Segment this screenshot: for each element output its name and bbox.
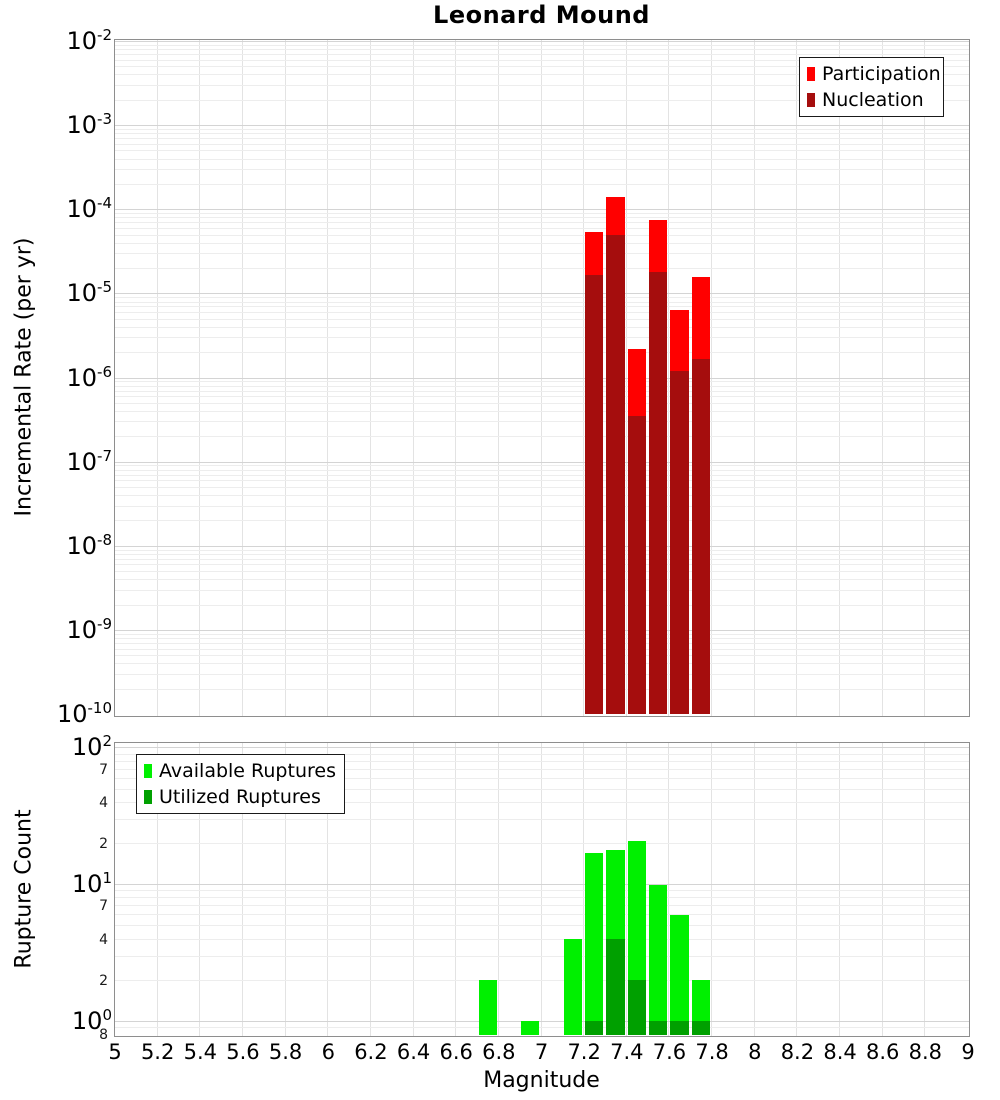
bar-nucleation-m7.35 [606,235,624,714]
bar-available-ruptures-m7.15 [564,939,582,1035]
y-tick-label: $10^2$ [71,732,112,762]
y-minor-tick-label: 4 [99,794,108,811]
legend-item-utilized-ruptures [144,784,337,810]
gridline-vertical [498,743,499,1037]
gridline-minor [115,150,969,151]
gridline-minor [115,54,969,55]
y-tick-label: $10^1$ [71,869,112,899]
x-tick-label: 8.2 [780,1040,815,1064]
gridline-minor [115,550,969,551]
x-axis-title: Magnitude [483,1068,600,1093]
bar-nucleation-m7.65 [670,371,688,714]
y-tick-label: $10^{-4}$ [66,194,112,224]
gridline-minor [115,129,969,130]
gridline-minor [115,939,969,940]
gridline-minor [115,381,969,382]
gridline-minor [115,217,969,218]
gridline-minor [115,579,969,580]
bar-available-ruptures-m7.65 [670,915,688,1035]
gridline-minor [115,956,969,957]
gridline-minor [115,391,969,392]
x-tick-label: 6 [321,1040,335,1064]
y-axis-title-rate: Incremental Rate (per yr) [11,237,37,517]
gridline-minor [115,890,969,891]
y-tick-label: $10^{-8}$ [66,530,112,560]
gridline-minor [115,819,969,820]
gridline-minor [115,411,969,412]
gridline-minor [115,590,969,591]
gridline-major [115,884,969,885]
bar-available-ruptures-m6.95 [521,1021,539,1035]
gridline-vertical [796,743,797,1037]
gridline-vertical [583,743,584,1037]
gridline-major [115,41,969,42]
bar-utilized-ruptures-m7.25 [585,1021,603,1035]
gridline-major [115,293,969,294]
gridline-vertical [541,743,542,1037]
y-minor-tick-label: 7 [99,898,108,915]
gridline-minor [115,235,969,236]
gridline-vertical [924,743,925,1037]
gridline-vertical [882,743,883,1037]
gridline-minor [115,169,969,170]
gridline-minor [115,643,969,644]
available-ruptures-swatch-icon [144,764,152,778]
y-axis-title-count: Rupture Count [11,809,37,969]
y-tick-label: $10^0$ [71,1005,112,1035]
bar-nucleation-m7.75 [692,359,710,715]
gridline-vertical [839,743,840,1037]
gridline-minor [115,465,969,466]
y-tick-label: $10^{-7}$ [66,446,112,476]
gridline-minor [115,634,969,635]
gridline-minor [115,352,969,353]
gridline-minor [115,337,969,338]
y-minor-tick-label: 2 [99,972,108,989]
bar-utilized-ruptures-m7.75 [692,1021,710,1035]
gridline-minor [115,312,969,313]
y-minor-tick-label: 4 [99,931,108,948]
bar-available-ruptures-m6.75 [479,980,497,1035]
gridline-minor [115,45,969,46]
legend-item-available-ruptures [144,758,337,784]
bar-nucleation-m7.45 [628,416,646,714]
gridline-minor [115,396,969,397]
gridline-minor [115,243,969,244]
legend-item-participation [807,61,941,87]
gridline-minor [115,925,969,926]
y-minor-tick-label: 2 [99,835,108,852]
gridline-minor [115,843,969,844]
x-tick-label: 7.2 [567,1040,601,1064]
gridline-major [115,209,969,210]
y-tick-label: $10^{-10}$ [56,699,112,728]
x-tick-label: 7.4 [610,1040,644,1064]
gridline-minor [115,559,969,560]
gridline-minor [115,302,969,303]
y-tick-label: $10^{-5}$ [66,278,112,308]
gridline-minor [115,436,969,437]
gridline-minor [115,689,969,690]
gridline-minor [115,133,969,134]
gridline-minor [115,386,969,387]
x-tick-label: 5.8 [268,1040,303,1064]
gridline-minor [115,905,969,906]
x-tick-label: 5.2 [140,1040,175,1064]
nucleation-swatch-icon [807,93,815,107]
bar-utilized-ruptures-m7.35 [606,939,624,1035]
gridline-minor [115,663,969,664]
gridline-major [115,747,969,748]
gridline-minor [115,638,969,639]
x-tick-label: 8.6 [865,1040,900,1064]
bar-nucleation-m7.25 [585,275,603,715]
gridline-major [115,378,969,379]
gridline-major [115,1021,969,1022]
x-tick-label: 7 [534,1040,549,1064]
gridline-minor [115,655,969,656]
x-tick-label: 6.6 [439,1040,473,1064]
gridline-minor [115,49,969,50]
gridline-minor [115,184,969,185]
gridline-minor [115,144,969,145]
x-tick-label: 9 [961,1040,975,1064]
gridline-minor [115,1027,969,1028]
gridline-minor [115,297,969,298]
gridline-vertical [711,743,712,1037]
gridline-minor [115,674,969,675]
gridline-minor [115,480,969,481]
gridline-minor [115,228,969,229]
gridline-minor [115,421,969,422]
gridline-vertical [455,743,456,1037]
rate-plot-area [114,39,970,717]
x-tick-label: 5.6 [226,1040,260,1064]
rate-legend [799,57,944,117]
bar-utilized-ruptures-m7.55 [649,1021,667,1035]
y-minor-tick-label: 7 [99,761,108,778]
x-tick-label: 6.4 [396,1040,431,1064]
legend-item-nucleation [807,87,936,113]
x-tick-label: 7.8 [695,1040,729,1064]
participation-swatch-icon [807,67,815,81]
gridline-minor [115,327,969,328]
y-tick-label: $10^{-3}$ [66,110,112,140]
x-tick-label: 5 [108,1040,122,1064]
gridline-vertical [413,743,414,1037]
gridline-minor [115,470,969,471]
x-tick-label: 6.2 [354,1040,388,1064]
gridline-minor [115,564,969,565]
y-minor-tick-label: 8 [99,1027,108,1044]
gridline-minor [115,268,969,269]
bar-nucleation-m7.55 [649,272,667,714]
x-tick-label: 6.8 [482,1040,516,1064]
gridline-major [115,125,969,126]
y-tick-label: $10^{-9}$ [66,614,112,644]
gridline-minor [115,319,969,320]
count-legend [136,754,345,814]
x-tick-label: 5.4 [183,1040,217,1064]
gridline-minor [115,897,969,898]
gridline-minor [115,306,969,307]
gridline-vertical [668,743,669,1037]
gridline-vertical [754,743,755,1037]
gridline-minor [115,222,969,223]
gridline-vertical [370,743,371,1037]
gridline-minor [115,520,969,521]
x-tick-label: 8.8 [908,1040,943,1064]
gridline-major [115,630,969,631]
x-tick-label: 7.6 [652,1040,687,1064]
bar-utilized-ruptures-m7.65 [670,1021,688,1035]
bar-available-ruptures-m7.55 [649,885,667,1035]
x-tick-label: 8 [748,1040,762,1064]
bar-utilized-ruptures-m7.45 [628,980,646,1035]
legend-label-available-ruptures: Available Ruptures [159,760,336,782]
gridline-major [115,546,969,547]
gridline-minor [115,914,969,915]
gridline-minor [115,487,969,488]
gridline-minor [115,213,969,214]
gridline-minor [115,605,969,606]
legend-label-utilized-ruptures: Utilized Ruptures [159,786,321,808]
gridline-vertical [626,743,627,1037]
gridline-minor [115,571,969,572]
gridline-minor [115,403,969,404]
gridline-minor [115,475,969,476]
legend-label-participation: Participation [822,63,941,85]
gridline-minor [115,495,969,496]
gridline-minor [115,554,969,555]
utilized-ruptures-swatch-icon [144,790,152,804]
gridline-minor [115,253,969,254]
gridline-minor [115,649,969,650]
gridline-minor [115,159,969,160]
bar-available-ruptures-m7.25 [585,853,603,1035]
gridline-minor [115,980,969,981]
y-tick-label: $10^{-6}$ [66,362,112,392]
chart-title: Leonard Mound [433,1,650,29]
gridline-minor [115,138,969,139]
gridline-minor [115,506,969,507]
y-tick-label: $10^{-2}$ [66,26,112,56]
legend-label-nucleation: Nucleation [822,89,924,111]
x-tick-label: 8.4 [823,1040,857,1064]
gridline-major [115,462,969,463]
